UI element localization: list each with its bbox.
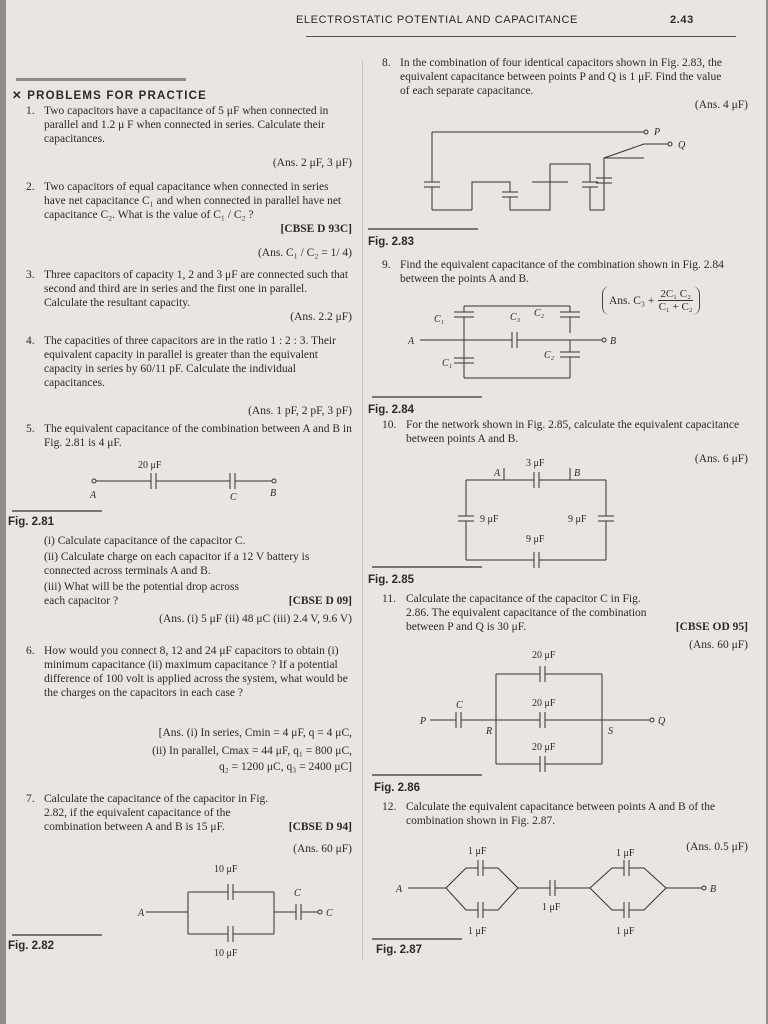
sub-question: (ii) Calculate charge on each capacitor if a 12 V battery is connected across terminals A and B. xyxy=(44,551,310,577)
section-title xyxy=(12,88,207,102)
problem-text: In the combination of four identical capacitors shown in Fig. 2.83, the equivalent capacitance between points P and Q is 1 μF. Find the value of each separate capacitance. xyxy=(400,57,722,97)
figure-rule xyxy=(372,774,482,776)
label-a: A xyxy=(408,336,415,347)
page-number: 2.43 xyxy=(670,14,694,26)
label-q: Q xyxy=(678,140,686,151)
problem-reference: [CBSE D 09] xyxy=(288,595,352,607)
wire xyxy=(446,868,478,888)
problem-answer: (Ans. 0.5 μF) xyxy=(686,841,748,853)
label-s: S xyxy=(608,726,613,737)
problem-number: 3. xyxy=(26,269,35,281)
label-p: P xyxy=(654,127,661,138)
label-out-c: C xyxy=(326,908,333,919)
label-top-20uf: 20 μF xyxy=(532,650,556,661)
problem-number: 12. xyxy=(382,801,397,813)
label-c3: C₃ xyxy=(510,312,521,323)
label-a: A xyxy=(494,468,501,479)
sub-question: (iii) What will be the potential drop across each capacitor ? xyxy=(44,581,239,607)
figure-caption-2-82: Fig. 2.82 xyxy=(8,940,55,952)
wire xyxy=(483,868,518,888)
label-b: B xyxy=(574,468,581,479)
wire xyxy=(629,868,666,888)
wire xyxy=(590,158,644,210)
label-a: A xyxy=(138,908,145,919)
problem-number: 7. xyxy=(26,793,35,805)
label-a: A xyxy=(396,884,403,895)
figure-2-84-diagram xyxy=(406,300,626,390)
figure-caption-2-83: Fig. 2.83 xyxy=(368,236,415,248)
terminal xyxy=(318,910,322,914)
answer-prefix: Ans. C₃ + xyxy=(609,294,655,307)
wire xyxy=(446,888,478,910)
label-c2-bottom: C₂ xyxy=(544,350,555,361)
figure-2-81-diagram xyxy=(80,456,300,506)
terminal-p xyxy=(644,130,648,134)
terminal-q xyxy=(650,718,654,722)
wire xyxy=(483,888,518,910)
label-b: B xyxy=(710,884,717,895)
problem-answer: (Ans. (i) 5 μF (ii) 48 μC (iii) 2.4 V, 9.6 V) xyxy=(159,613,352,625)
label-mid-1uf: 1 μF xyxy=(542,902,561,913)
problem-answer: (Ans. 4 μF) xyxy=(694,99,748,111)
cross-icon: ✕ xyxy=(12,90,28,102)
problem-text: The capacities of three capacitors are in the ratio 1 : 2 : 3. Their equivalent capacity in parallel is greater than the equivalent capacity in series by 60/11 pF. Calculate the individual capacitances. xyxy=(44,335,336,389)
label-bl-1uf: 1 μF xyxy=(468,926,487,937)
problem-answer: (Ans. 2 μF, 3 μF) xyxy=(272,157,352,169)
label-top-10uf: 10 μF xyxy=(214,864,238,875)
wire xyxy=(604,144,668,158)
column-divider xyxy=(362,60,363,960)
label-c2-top: C₂ xyxy=(534,308,545,319)
problem-text: Calculate the capacitance of the capacitor C in Fig. 2.86. The equivalent capacitance of the combination between P and Q is 30 μF. xyxy=(406,593,647,633)
problem-number: 6. xyxy=(26,645,35,657)
problem-answer: q₂ = 1200 μC, q₃ = 2400 μC] xyxy=(219,761,352,773)
label-p: P xyxy=(420,716,427,727)
problem-reference: [CBSE D 94] xyxy=(288,821,352,833)
figure-rule xyxy=(372,938,462,940)
wire xyxy=(590,888,624,910)
terminal-b xyxy=(272,479,276,483)
label-b: B xyxy=(270,488,277,499)
wire xyxy=(510,164,590,210)
problem-text: Two capacitors of equal capacitance when connected in series have net capacitance C₁ and when connected in parallel have net capacitance C₂. What is the value of C₁ / C₂ ? xyxy=(44,181,342,221)
label-3uf: 3 μF xyxy=(526,458,545,469)
figure-2-85-diagram xyxy=(456,456,636,576)
label-tr-1uf: 1 μF xyxy=(616,848,635,859)
figure-caption-2-84: Fig. 2.84 xyxy=(368,404,415,416)
wire xyxy=(472,182,510,210)
label-bot-20uf: 20 μF xyxy=(532,742,556,753)
label-right-9uf: 9 μF xyxy=(568,514,587,525)
label-mid-9uf: 9 μF xyxy=(526,534,545,545)
problem-answer: (Ans. 6 μF) xyxy=(694,453,748,465)
label-b: B xyxy=(610,336,617,347)
header-title: ELECTROSTATIC POTENTIAL AND CAPACITANCE xyxy=(296,14,578,26)
figure-rule xyxy=(368,228,478,230)
sub-question: (i) Calculate capacitance of the capacitor C. xyxy=(44,535,246,547)
problem-number: 5. xyxy=(26,423,35,435)
section-title-text: PROBLEMS FOR PRACTICE xyxy=(27,90,208,102)
label-c: C xyxy=(456,700,463,711)
problem-reference: [CBSE OD 95] xyxy=(675,621,748,633)
figure-2-86-diagram xyxy=(416,644,676,774)
label-20uf: 20 μF xyxy=(138,460,162,471)
terminal-a xyxy=(92,479,96,483)
problem-text: Calculate the capacitance of the capacitor in Fig. 2.82, if the equivalent capacitance of the combination between A and B is 15 μF. xyxy=(44,793,269,833)
label-mid-20uf: 20 μF xyxy=(532,698,556,709)
problem-answer: (Ans. 60 μF) xyxy=(689,639,748,651)
problem-number: 2. xyxy=(26,181,35,193)
problem-reference: [CBSE D 93C] xyxy=(280,223,352,235)
problem-text: How would you connect 8, 12 and 24 μF capacitors to obtain (i) minimum capacitance (ii) maximum capacitance ? If a potential difference of 100 volt is applied across the system, what would be the charges on the capacitors in each case ? xyxy=(44,645,348,699)
problem-answer: (ii) In parallel, Cmax = 44 μF, q₁ = 800 μC, xyxy=(152,745,352,757)
figure-rule xyxy=(12,510,102,512)
label-tl-1uf: 1 μF xyxy=(468,846,487,857)
problem-text: Calculate the equivalent capacitance between points A and B of the combination shown in Fig. 2.87. xyxy=(406,801,716,827)
problem-text: Three capacitors of capacity 1, 2 and 3 μF are connected such that second and third are in series and the first one in parallel. Calculate the resultant capacity. xyxy=(44,269,349,309)
label-c1-bottom: C₁ xyxy=(442,358,453,369)
problem-text: Two capacitors have a capacitance of 5 μF when connected in parallel and 1.2 μ F when connected in series. Calculate their capacitances. xyxy=(44,105,329,145)
figure-rule xyxy=(12,934,102,936)
problem-answer: (Ans. 2.2 μF) xyxy=(290,311,352,323)
problem-number: 1. xyxy=(26,105,35,117)
figure-rule xyxy=(372,566,482,568)
textbook-page xyxy=(6,0,766,1024)
problem-answer: (Ans. 60 μF) xyxy=(293,843,352,855)
wire xyxy=(629,888,666,910)
problem-number: 9. xyxy=(382,259,391,271)
figure-caption-2-81: Fig. 2.81 xyxy=(8,516,55,528)
problem-number: 4. xyxy=(26,335,35,347)
problem-answer: (Ans. C₁ / C₂ = 1/ 4) xyxy=(257,247,352,259)
figure-2-82-diagram xyxy=(136,860,356,960)
problem-text: For the network shown in Fig. 2.85, calculate the equivalent capacitance between points A and B. xyxy=(406,419,740,445)
problem-number: 10. xyxy=(382,419,397,431)
fraction-denominator: C₁ + C₂ xyxy=(658,301,693,313)
problem-text: Find the equivalent capacitance of the combination shown in Fig. 2.84 between the points A and B. xyxy=(400,259,724,285)
terminal-b xyxy=(702,886,706,890)
problem-answer: [Ans. (i) In series, Cmin = 4 μF, q = 4 μC, xyxy=(158,727,352,739)
label-bottom-10uf: 10 μF xyxy=(214,948,238,959)
problem-text: The equivalent capacitance of the combination between A and B in Fig. 2.81 is 4 μF. xyxy=(44,423,352,449)
label-c: C xyxy=(294,888,301,899)
figure-2-87-diagram xyxy=(394,844,734,940)
label-a: A xyxy=(90,490,97,501)
problem-answer: (Ans. 1 pF, 2 pF, 3 pF) xyxy=(248,405,352,417)
fraction-numerator: 2C₁ C₂ xyxy=(660,288,691,300)
label-r: R xyxy=(486,726,493,737)
problem-number: 11. xyxy=(382,593,396,605)
answer-fraction xyxy=(658,288,693,313)
running-header xyxy=(296,14,716,26)
label-c: C xyxy=(230,492,237,503)
terminal-q xyxy=(668,142,672,146)
header-rule xyxy=(306,36,736,37)
label-left-9uf: 9 μF xyxy=(480,514,499,525)
figure-caption-2-85: Fig. 2.85 xyxy=(368,574,415,586)
terminal-b xyxy=(602,338,606,342)
label-q: Q xyxy=(658,716,666,727)
figure-caption-2-87: Fig. 2.87 xyxy=(376,944,423,956)
figure-rule xyxy=(372,396,482,398)
figure-caption-2-86: Fig. 2.86 xyxy=(374,782,421,794)
label-c1-top: C₁ xyxy=(434,314,445,325)
problem-number: 8. xyxy=(382,57,391,69)
figure-2-83-diagram xyxy=(422,122,722,222)
label-br-1uf: 1 μF xyxy=(616,926,635,937)
wire xyxy=(590,868,624,888)
section-rule xyxy=(16,78,186,81)
